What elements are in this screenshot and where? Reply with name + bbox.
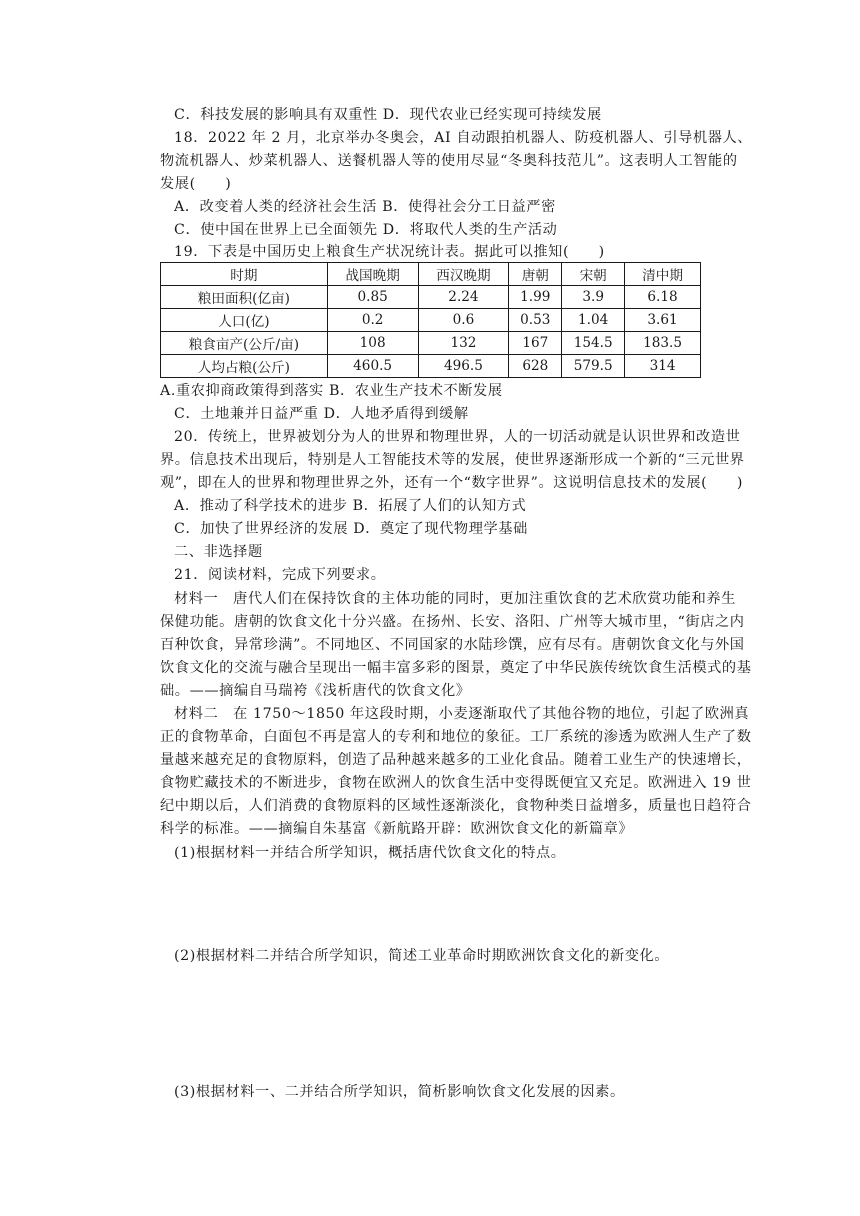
q20-stem-3: 观”，即在人的世界和物理世界之外，还有一个“数字世界”。这说明信息技术的发展( ) xyxy=(160,475,743,491)
q19-stem: 19．下表是中国历史上粮食生产状况统计表。据此可以推知( ) xyxy=(174,244,605,260)
section-heading: 二、非选择题 xyxy=(174,544,263,560)
q20-option-ab: A．推动了科学技术的进步 B．拓展了人们的认知方式 xyxy=(174,498,527,514)
q19-option-cd: C．土地兼并日益严重 D．人地矛盾得到缓解 xyxy=(174,406,469,422)
sub-question-1: (1)根据材料一并结合所学知识，概括唐代饮食文化的特点。 xyxy=(174,845,566,861)
table-cell: 0.6 xyxy=(418,309,509,332)
table-header-cell: 时期 xyxy=(161,263,328,286)
table-cell: 3.9 xyxy=(562,286,625,309)
table-cell: 粮田面积(亿亩) xyxy=(161,286,328,309)
table-cell: 108 xyxy=(327,332,418,355)
table-cell: 1.04 xyxy=(562,309,625,332)
q20-stem-1: 20．传统上，世界被划分为人的世界和物理世界，人的一切活动就是认识世界和改造世 xyxy=(174,429,741,445)
grain-production-table xyxy=(160,262,701,378)
q18-option-cd: C．使中国在世界上已全面领先 D．将取代人类的生产活动 xyxy=(174,222,558,238)
table-cell: 579.5 xyxy=(562,355,625,378)
q21-stem: 21．阅读材料，完成下列要求。 xyxy=(174,567,386,583)
table-row xyxy=(161,332,701,355)
material-1-line: 材料一 唐代人们在保持饮食的主体功能的同时，更加注重饮食的艺术欣赏功能和养生 xyxy=(174,591,736,607)
table-cell: 0.53 xyxy=(509,309,562,332)
table-header-cell: 战国晚期 xyxy=(327,263,418,286)
table-header-cell: 宋朝 xyxy=(562,263,625,286)
material-2-line: 科学的标准。——摘编自朱基富《新航路开辟：欧洲饮食文化的新篇章》 xyxy=(160,821,634,837)
material-2-line: 正的食物革命，白面包不再是富人的专利和地位的象征。工厂系统的渗透为欧洲人生产了数 xyxy=(160,729,752,745)
sub-question-2: (2)根据材料二并结合所学知识，简述工业革命时期欧洲饮食文化的新变化。 xyxy=(174,948,670,964)
table-cell: 1.99 xyxy=(509,286,562,309)
table-header-cell: 唐朝 xyxy=(509,263,562,286)
q17-option-cd: C．科技发展的影响具有双重性 D．现代农业已经实现可持续发展 xyxy=(174,107,602,123)
q18-stem-2: 物流机器人、炒菜机器人、送餐机器人等的使用尽显“冬奥科技范儿”。这表明人工智能的 xyxy=(160,153,738,169)
table-row xyxy=(161,286,701,309)
table-cell: 314 xyxy=(625,355,701,378)
q18-stem-3: 发展( ) xyxy=(160,176,232,192)
q18-option-ab: A．改变着人类的经济社会生活 B．使得社会分工日益严密 xyxy=(174,199,556,215)
material-1-line: 百种饮食，异常珍满”。不同地区、不同国家的水陆珍馔，应有尽有。唐朝饮食文化与外国 xyxy=(160,637,745,653)
table-header-row xyxy=(161,263,701,286)
material-2-line: 食物贮藏技术的不断进步，食物在欧洲人的饮食生活中变得既便宜又充足。欧洲进入 19 世 xyxy=(160,775,752,791)
table-cell: 人均占粮(公斤) xyxy=(161,355,328,378)
table-cell: 人口(亿) xyxy=(161,309,328,332)
table-cell: 496.5 xyxy=(418,355,509,378)
material-1-line: 饮食文化的交流与融合呈现出一幅丰富多彩的图景，奠定了中华民族传统饮食生活模式的基 xyxy=(160,660,752,676)
material-1-line: 保健功能。唐朝的饮食文化十分兴盛。在扬州、长安、洛阳、广州等大城市里，“街店之内 xyxy=(160,614,745,630)
q19-option-ab: A.重农抑商政策得到落实 B．农业生产技术不断发展 xyxy=(160,383,503,399)
table-cell: 粮食亩产(公斤/亩) xyxy=(161,332,328,355)
q20-option-cd: C．加快了世界经济的发展 D．奠定了现代物理学基础 xyxy=(174,521,528,537)
table-cell: 0.2 xyxy=(327,309,418,332)
table-cell: 628 xyxy=(509,355,562,378)
table-cell: 3.61 xyxy=(625,309,701,332)
table-cell: 0.85 xyxy=(327,286,418,309)
table-cell: 6.18 xyxy=(625,286,701,309)
table-row xyxy=(161,355,701,378)
material-1-line: 础。——摘编自马瑞袴《浅析唐代的饮食文化》 xyxy=(160,683,471,699)
q18-stem-1: 18．2022 年 2 月，北京举办冬奥会，AI 自动跟拍机器人、防疫机器人、引导机器人、 xyxy=(174,130,753,146)
table-header-cell: 西汉晚期 xyxy=(418,263,509,286)
table-row xyxy=(161,309,701,332)
table-cell: 460.5 xyxy=(327,355,418,378)
table-header-cell: 清中期 xyxy=(625,263,701,286)
table-cell: 183.5 xyxy=(625,332,701,355)
sub-question-3: (3)根据材料一、二并结合所学知识，简析影响饮食文化发展的因素。 xyxy=(174,1084,625,1100)
material-2-line: 纪中期以后，人们消费的食物原料的区域性逐渐淡化，食物种类日益增多，质量也日趋符合 xyxy=(160,798,752,814)
table-cell: 132 xyxy=(418,332,509,355)
material-2-line: 材料二 在 1750～1850 年这段时期，小麦逐渐取代了其他谷物的地位，引起了欧洲真 xyxy=(174,706,750,722)
table-cell: 167 xyxy=(509,332,562,355)
q20-stem-2: 界。信息技术出现后，特别是人工智能技术等的发展，使世界逐渐形成一个新的“三元世界 xyxy=(160,452,745,468)
table-cell: 154.5 xyxy=(562,332,625,355)
material-2-line: 量越来越充足的食物原料，创造了品种越来越多的工业化食品。随着工业生产的快速增长， xyxy=(160,752,752,768)
table-cell: 2.24 xyxy=(418,286,509,309)
